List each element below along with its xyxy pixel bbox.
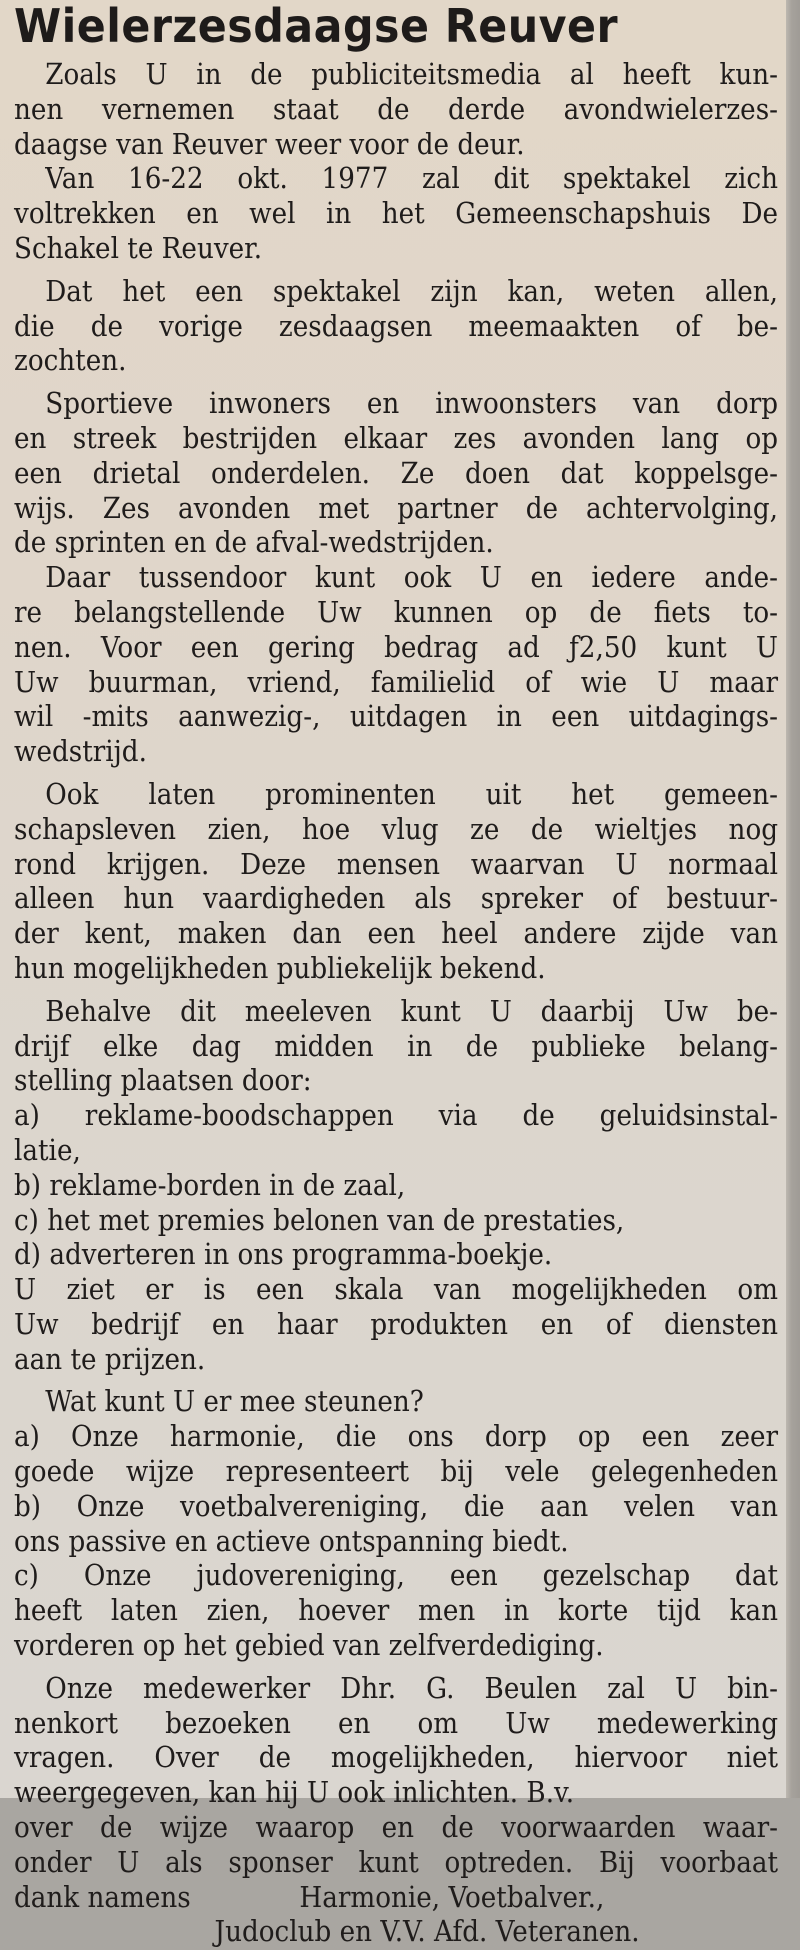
text-line: drijf elke dag midden in de publieke belang- <box>14 1029 779 1063</box>
list-item: a) reklame-boodschappen via de geluidsinstal- <box>14 1099 779 1133</box>
paragraph-business <box>14 995 778 1099</box>
text-line: Schakel te Reuver. <box>14 231 263 265</box>
beneficiaries-list <box>14 1420 778 1664</box>
paragraph-closing <box>14 1672 778 1881</box>
text-line: die de vorige zesdaagsen meemaakten of be- <box>14 309 779 343</box>
text-line: Ook laten prominenten uit het gemeen- <box>45 777 779 811</box>
text-line: nenkort bezoeken en om Uw medewerking <box>14 1706 779 1740</box>
text-line: nen vernemen staat de derde avondwielerzes- <box>14 92 779 126</box>
text-line: Sportieve inwoners en inwoonsters van dorp <box>45 387 779 421</box>
signature-line <box>14 1915 778 1950</box>
advertising-options-list <box>14 1099 778 1273</box>
text-line: aan te prijzen. <box>14 1342 206 1376</box>
list-item-cont: heeft laten zien, hoever men in korte tijd kan <box>14 1594 779 1628</box>
text-line: Dat het een spektakel zijn kan, weten allen, <box>45 274 779 308</box>
text-line: nen. Voor een gering bedrag ad ƒ2,50 kunt U <box>14 630 779 664</box>
text-line: U ziet er is een skala van mogelijkheden om <box>14 1273 779 1307</box>
paragraph-intro <box>14 58 778 162</box>
text-line: de sprinten en de afval-wedstrijden. <box>14 526 494 560</box>
text-line: vragen. Over de mogelijkheden, hiervoor niet <box>14 1741 779 1775</box>
list-item-cont: ons passive en actieve ontspanning biedt. <box>14 1524 569 1558</box>
text-line: Daar tussendoor kunt ook U en iedere ande- <box>45 561 779 595</box>
list-item: a) Onze harmonie, die ons dorp op een zeer <box>14 1420 779 1454</box>
text-line: schapsleven zien, hoe vlug ze de wieltjes nog <box>14 812 779 846</box>
paragraph-spectacle <box>14 275 778 379</box>
paragraph-competitors <box>14 387 778 561</box>
list-item: b) Onze voetbalvereniging, die aan velen van <box>14 1489 779 1523</box>
text-line: der kent, maken dan een heel andere zijde van <box>14 917 779 951</box>
text-line: Onze medewerker Dhr. G. Beulen zal U bin- <box>45 1671 779 1705</box>
text-line: wedstrijd. <box>14 735 147 769</box>
paragraph-prominents <box>14 778 778 987</box>
text-line: Zoals U in de publiciteitsmedia al heeft kun- <box>45 58 779 91</box>
text-line: weergegeven, kan hij U ook inlichten. B.v. <box>14 1776 575 1810</box>
text-line: een drietal onderdelen. Ze doen dat koppelsge- <box>14 456 779 490</box>
text-line: zochten. <box>14 344 127 378</box>
text-line: alleen hun vaardigheden als spreker of bestuur- <box>14 882 779 916</box>
paragraph-summary <box>14 1273 778 1377</box>
text-line: Van 16-22 okt. 1977 zal dit spektakel zich <box>45 162 779 196</box>
list-item: c) het met premies belonen van de prestaties, <box>14 1203 625 1237</box>
text-line: wil -mits aanwezig-, uitdagen in een uitdagings- <box>14 700 779 734</box>
text-line: Uw bedrijf en haar produkten en of diensten <box>14 1307 779 1341</box>
text-line: onder U als sponser kunt optreden. Bij voorbaat <box>14 1845 779 1879</box>
signature-orgs-1: Harmonie, Voetbalver., <box>299 1880 605 1914</box>
list-item: d) adverteren in ons programma-boekje. <box>14 1238 553 1272</box>
text-line: over de wijze waarop en de voorwaarden waar- <box>14 1811 779 1845</box>
text-line: rond krijgen. Deze mensen waarvan U normaal <box>14 847 779 881</box>
text-line: Behalve dit meeleven kunt U daarbij Uw be- <box>45 994 779 1028</box>
question-heading: Wat kunt U er mee steunen? <box>45 1385 424 1419</box>
list-item: c) Onze judovereniging, een gezelschap dat <box>14 1559 779 1593</box>
signature-line <box>14 1881 778 1916</box>
text-line: stelling plaatsen door: <box>14 1064 312 1098</box>
signature-lead: dank namens <box>14 1880 191 1914</box>
signature-orgs-2: Judoclub en V.V. Afd. Veteranen. <box>214 1915 640 1949</box>
text-line: voltrekken en wel in het Gemeenschapshuis De <box>14 197 779 231</box>
list-item-cont: goede wijze representeert bij vele gelegenheden <box>14 1455 779 1489</box>
text-line: wijs. Zes avonden met partner de achtervolging, <box>14 491 779 525</box>
article-title: Wielerzesdaagse Reuver <box>14 0 619 53</box>
paragraph-challenge <box>14 561 778 770</box>
text-line: daagse van Reuver weer voor de deur. <box>14 127 525 161</box>
text-line: re belangstellende Uw kunnen op de fiets to- <box>14 595 779 629</box>
signature <box>14 1881 778 1950</box>
text-line: Uw buurman, vriend, familielid of wie U maar <box>14 665 779 699</box>
article-body <box>14 58 778 1950</box>
paragraph-dates <box>14 162 778 266</box>
list-item-cont: vorderen op het gebied van zelfverdediging. <box>14 1629 604 1663</box>
list-item-cont: latie, <box>14 1133 81 1167</box>
text-line: en streek bestrijden elkaar zes avonden lang op <box>14 421 779 455</box>
text-line: hun mogelijkheden publiekelijk bekend. <box>14 951 546 985</box>
list-item: b) reklame-borden in de zaal, <box>14 1168 406 1202</box>
scan-edge <box>786 0 800 1798</box>
